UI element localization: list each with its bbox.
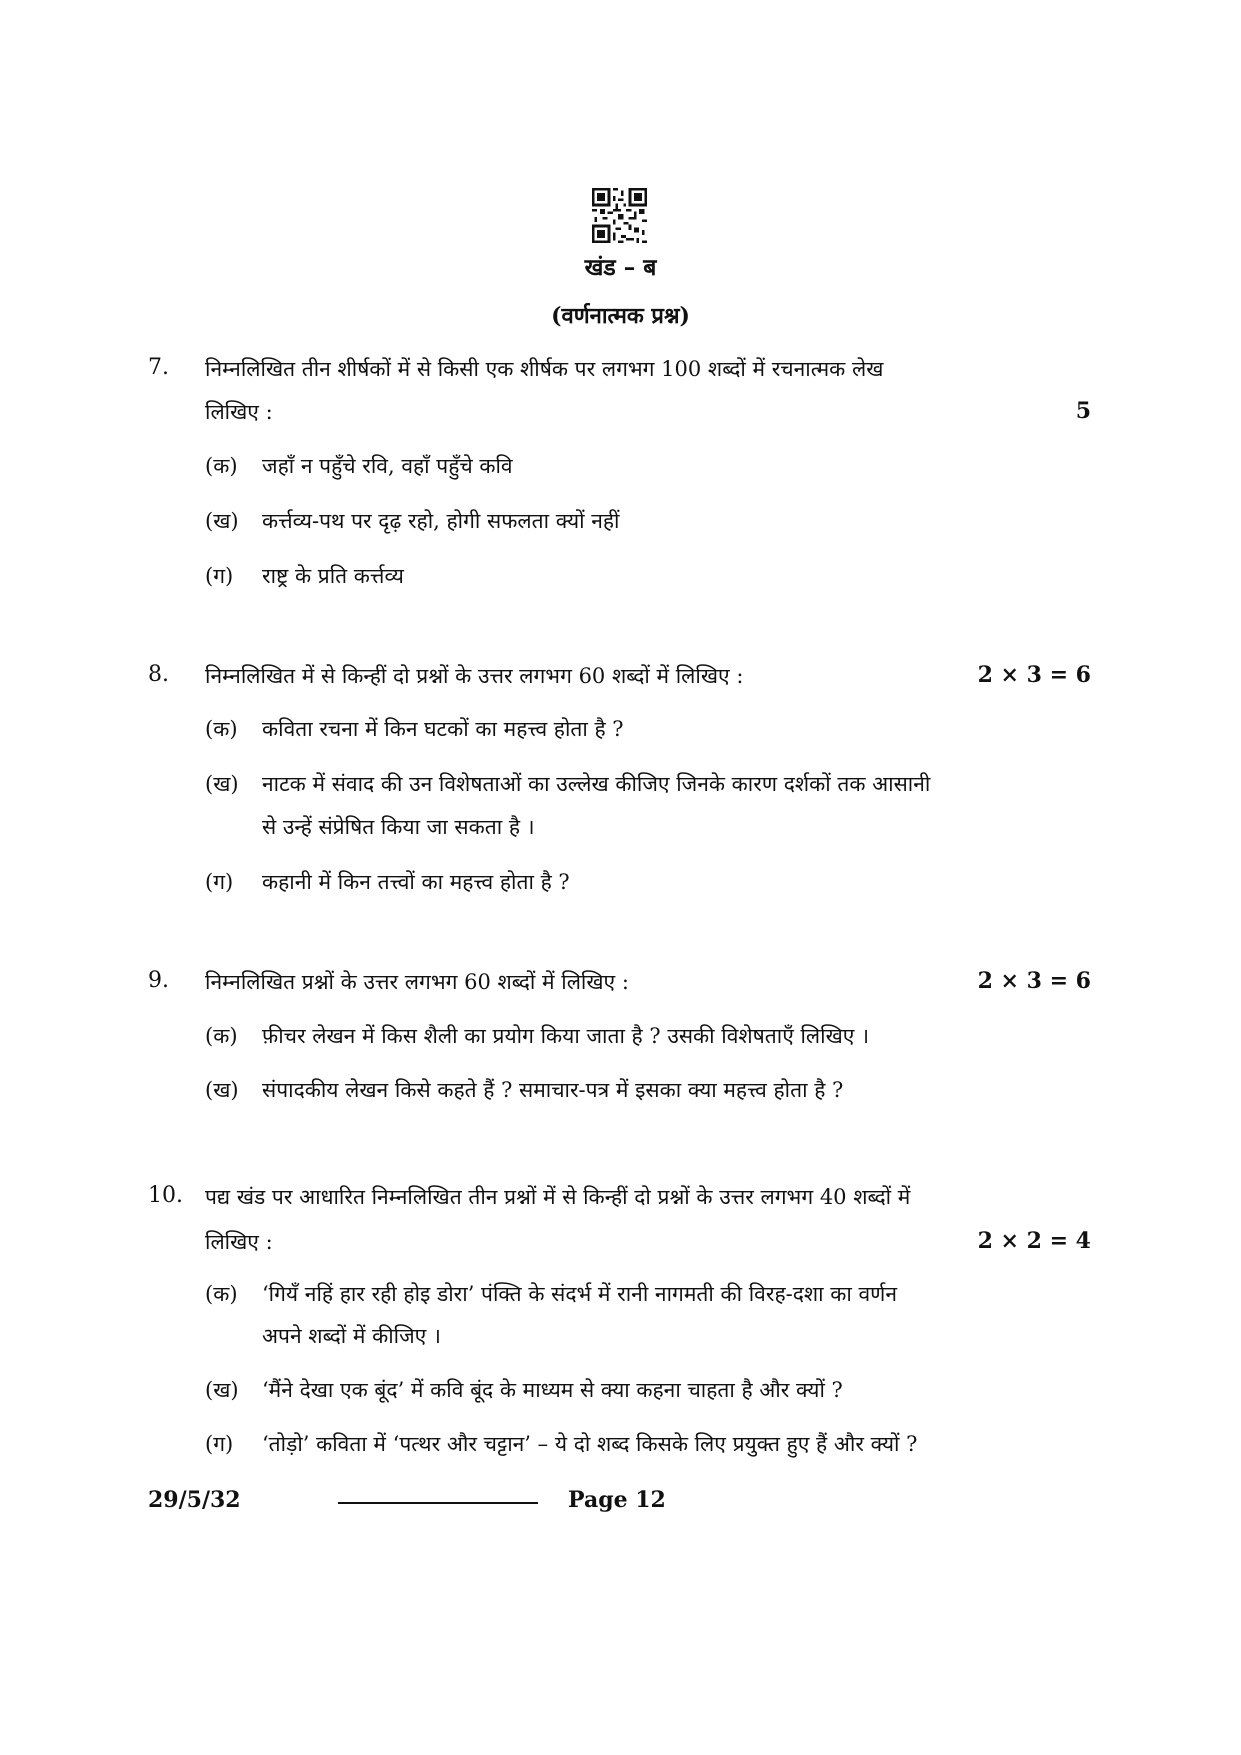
question-text-cont: लिखिए :: [205, 400, 273, 424]
option-text: कहानी में किन तत्त्वों का महत्त्व होता है ?: [262, 870, 570, 894]
option-label: (क): [205, 1282, 238, 1306]
section-title: खंड – ब: [584, 254, 657, 281]
option-text: ‘मैंने देखा एक बूंद’ में कवि बूंद के माध्यम से क्या कहना चाहता है और क्यों ?: [262, 1378, 843, 1402]
question-text: पद्य खंड पर आधारित निम्नलिखित तीन प्रश्नों में से किन्हीं दो प्रश्नों के उत्तर लगभग 40 शब्दों में: [205, 1185, 911, 1209]
question-text: निम्नलिखित प्रश्नों के उत्तर लगभग 60 शब्दों में लिखिए :: [205, 970, 629, 994]
question-text: निम्नलिखित में से किन्हीं दो प्रश्नों के उत्तर लगभग 60 शब्दों में लिखिए :: [205, 664, 744, 688]
question-text: निम्नलिखित तीन शीर्षकों में से किसी एक शीर्षक पर लगभग 100 शब्दों में रचनात्मक लेख: [205, 357, 884, 381]
question-number: 8.: [148, 662, 169, 687]
page-number: Page 12: [568, 1487, 666, 1513]
question-marks: 2 × 3 = 6: [977, 662, 1091, 688]
option-text-cont: अपने शब्दों में कीजिए ।: [262, 1324, 441, 1348]
option-text: ‘तोड़ो’ कविता में ‘पत्थर और चट्टान’ – ये दो शब्द किसके लिए प्रयुक्त हुए हैं और क्यों ?: [262, 1432, 918, 1456]
option-text: ‘गियँ नहिं हार रही होइ डोरा’ पंक्ति के संदर्भ में रानी नागमती की विरह-दशा का वर्णन: [262, 1282, 897, 1306]
option-label: (ग): [205, 564, 234, 588]
section-subtitle: (वर्णनात्मक प्रश्न): [551, 303, 690, 329]
question-marks: 2 × 3 = 6: [977, 968, 1091, 994]
option-label: (ग): [205, 870, 234, 894]
question-number: 9.: [148, 968, 169, 993]
qr-code-icon: [592, 188, 647, 243]
option-text: फ़ीचर लेखन में किस शैली का प्रयोग किया जाता है ? उसकी विशेषताएँ लिखिए ।: [262, 1024, 870, 1048]
option-label: (ख): [205, 509, 239, 533]
option-text: जहाँ न पहुँचे रवि, वहाँ पहुँचे कवि: [262, 454, 513, 478]
option-label: (ग): [205, 1432, 234, 1456]
paper-code: 29/5/32: [148, 1487, 241, 1513]
option-text-cont: से उन्हें संप्रेषित किया जा सकता है ।: [262, 815, 535, 839]
option-label: (ख): [205, 1378, 239, 1402]
question-text-cont: लिखिए :: [205, 1230, 273, 1254]
option-text: संपादकीय लेखन किसे कहते हैं ? समाचार-पत्र में इसका क्या महत्त्व होता है ?: [262, 1078, 844, 1102]
option-label: (क): [205, 1024, 238, 1048]
option-label: (ख): [205, 1078, 239, 1102]
footer-divider: [338, 1502, 538, 1504]
question-number: 10.: [148, 1183, 183, 1208]
option-label: (क): [205, 717, 238, 741]
question-marks: 2 × 2 = 4: [977, 1228, 1091, 1254]
option-text: नाटक में संवाद की उन विशेषताओं का उल्लेख कीजिए जिनके कारण दर्शकों तक आसानी: [262, 772, 931, 796]
option-label: (क): [205, 454, 238, 478]
question-marks: 5: [1075, 398, 1091, 424]
option-text: कर्त्तव्य-पथ पर दृढ़ रहो, होगी सफलता क्यों नहीं: [262, 509, 620, 533]
option-text: राष्ट्र के प्रति कर्त्तव्य: [262, 564, 404, 588]
option-label: (ख): [205, 772, 239, 796]
question-number: 7.: [148, 355, 169, 380]
option-text: कविता रचना में किन घटकों का महत्त्व होता है ?: [262, 717, 624, 741]
